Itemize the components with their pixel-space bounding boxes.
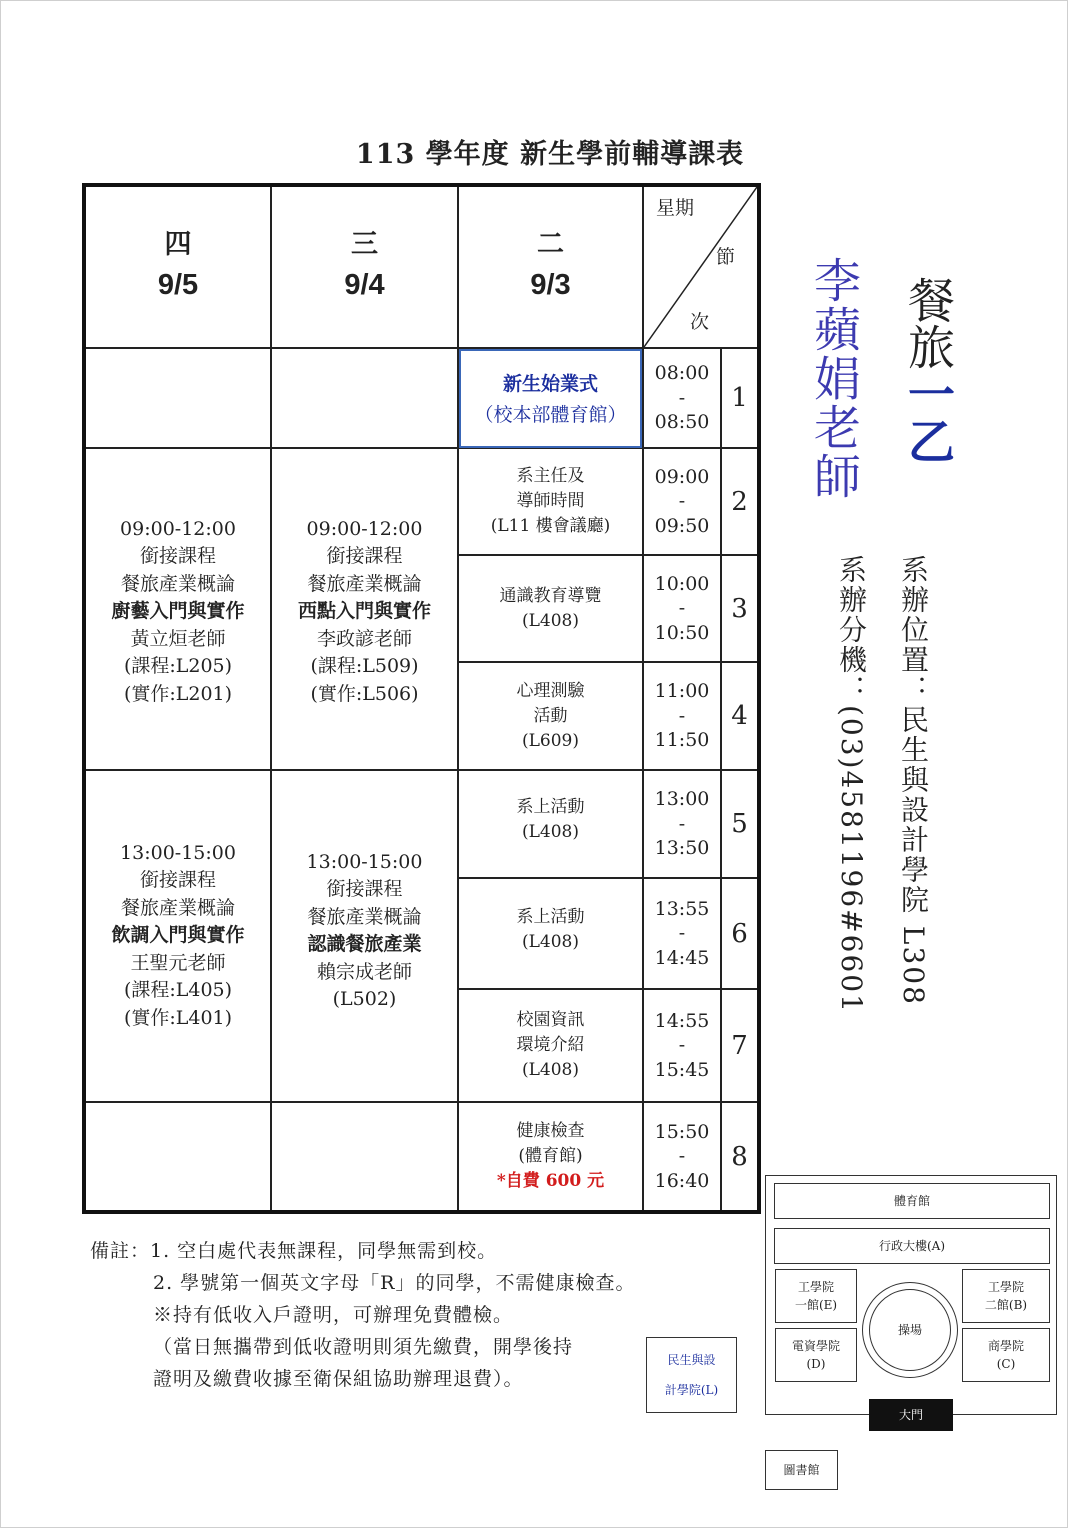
class-section: 一乙 <box>900 370 955 464</box>
map-label: 一館(E) <box>794 1298 838 1312</box>
course-teacher: 王聖元老師 <box>130 951 226 974</box>
map-eng-building-1 <box>775 1269 857 1323</box>
map-label: (C) <box>996 1357 1016 1371</box>
time-start: 11:00 <box>654 680 710 703</box>
page-title: 113 學年度 新生學前輔導課表 <box>355 139 745 170</box>
map-gym: 體育館 <box>774 1183 1050 1219</box>
map-admin-building: 行政大樓(A) <box>774 1228 1050 1264</box>
map-eecs-college <box>775 1328 857 1382</box>
time-start: 13:55 <box>654 897 710 920</box>
office-location: 系辦位置：民生與設計學院 L308 <box>897 555 930 1006</box>
period-time <box>644 663 720 769</box>
event-line: (L408) <box>521 822 579 842</box>
class-name <box>898 276 956 464</box>
period-number: 8 <box>731 1141 748 1172</box>
period-time <box>644 1103 720 1210</box>
course-room: (課程:L205) <box>123 655 233 678</box>
opening-place: （校本部體育館） <box>474 403 627 426</box>
practice-room: (實作:L506) <box>310 682 419 705</box>
event-line: (L408) <box>521 931 579 952</box>
map-label: 計學院(L) <box>664 1383 719 1397</box>
course-title: 西點入門與實作 <box>297 600 431 623</box>
event-line: (L609) <box>521 730 579 751</box>
practice-room: (實作:L401) <box>123 1006 233 1029</box>
event-line: 校園資訊 <box>516 1010 585 1030</box>
period-time <box>644 771 720 877</box>
time-start: 14:55 <box>654 1009 710 1032</box>
tue-period-2-event <box>459 449 642 554</box>
course-teacher: 黃立烜老師 <box>130 627 226 650</box>
event-line: (L11 樓會議廳) <box>490 516 611 536</box>
day-name: 三 <box>351 229 378 260</box>
practice-room: (實作:L201) <box>123 682 233 705</box>
course-time: 13:00-15:00 <box>306 850 423 873</box>
period-time <box>644 556 720 661</box>
period-number: 7 <box>731 1030 748 1061</box>
course-subject: 餐旅產業概論 <box>120 896 235 919</box>
map-label: 民生與設 <box>667 1353 716 1367</box>
course-title: 認識餐旅產業 <box>307 933 422 955</box>
course-time: 09:00-12:00 <box>306 517 423 540</box>
time-dash: - <box>678 704 686 727</box>
tue-period-7-event <box>459 990 642 1101</box>
time-end: 15:45 <box>654 1058 710 1081</box>
time-start: 15:50 <box>654 1120 710 1143</box>
course-type: 銜接課程 <box>139 545 216 568</box>
map-field: 操場 <box>869 1289 951 1371</box>
course-room: (課程:L509) <box>310 655 419 678</box>
note-line: ※持有低收入戶證明，可辦理免費體檢。 <box>153 1304 514 1326</box>
event-line: 心理測驗 <box>516 680 585 701</box>
course-type: 銜接課程 <box>139 869 216 892</box>
time-end: 11:50 <box>654 729 710 752</box>
time-end: 10:50 <box>654 621 710 644</box>
map-design-college <box>646 1337 737 1413</box>
course-subject: 餐旅產業概論 <box>120 572 235 595</box>
period-time <box>644 349 720 447</box>
course-time: 09:00-12:00 <box>120 517 236 540</box>
period-number: 2 <box>731 486 748 517</box>
time-start: 08:00 <box>654 362 710 385</box>
time-end: 08:50 <box>654 411 710 434</box>
map-label: 工學院 <box>987 1280 1024 1294</box>
time-end: 09:50 <box>654 514 710 537</box>
time-start: 13:00 <box>654 788 710 811</box>
day-date: 9/5 <box>157 269 199 301</box>
corner-label-period: 節 <box>716 246 736 268</box>
period-number: 6 <box>731 918 748 949</box>
wed-afternoon-course <box>272 771 457 1101</box>
map-label: 工學院 <box>797 1280 834 1294</box>
time-dash: - <box>678 922 686 945</box>
homeroom-teacher: 李蘋娟老師 <box>806 256 861 501</box>
tue-period-4-event <box>459 663 642 769</box>
course-subject: 餐旅產業概論 <box>307 572 422 595</box>
event-line: (L408) <box>521 610 579 631</box>
event-line: 系上活動 <box>516 797 585 817</box>
event-line: 系主任及 <box>516 466 585 486</box>
period-number: 5 <box>731 809 748 839</box>
tue-period-8-event <box>459 1103 642 1210</box>
course-teacher: 李政諺老師 <box>316 627 412 650</box>
time-dash: - <box>678 386 686 409</box>
day-header-thu <box>86 187 270 347</box>
event-line: 健康檢查 <box>516 1121 585 1141</box>
day-name: 四 <box>164 229 192 260</box>
course-title: 飲調入門與實作 <box>111 924 245 947</box>
time-end: 16:40 <box>654 1169 710 1192</box>
day-header-tue <box>459 187 642 347</box>
opening-title: 新生始業式 <box>502 372 598 395</box>
day-date: 9/3 <box>530 269 571 301</box>
map-business-college <box>962 1328 1050 1382</box>
time-dash: - <box>678 490 686 513</box>
time-dash: - <box>678 812 686 835</box>
time-dash: - <box>678 1145 686 1168</box>
event-line: 導師時間 <box>516 491 585 511</box>
corner-label-order: 次 <box>690 311 710 333</box>
time-dash: - <box>678 1034 686 1057</box>
event-line: (體育館) <box>518 1146 583 1166</box>
map-label: 電資學院 <box>791 1339 840 1353</box>
time-end: 14:45 <box>654 946 710 969</box>
period-number: 1 <box>731 383 748 413</box>
note-line: 證明及繳費收據至衛保組協助辦理退費）。 <box>153 1368 524 1390</box>
map-label: (D) <box>806 1357 826 1371</box>
wed-morning-course <box>272 449 457 769</box>
event-line: 環境介紹 <box>516 1035 585 1055</box>
map-main-gate: 大門 <box>869 1399 953 1431</box>
note-line: 2. 學號第一個英文字母「R」的同學，不需健康檢查。 <box>153 1272 636 1294</box>
day-date: 9/4 <box>344 269 385 301</box>
day-header-wed <box>272 187 457 347</box>
event-line: (L408) <box>521 1060 579 1080</box>
event-line: 活動 <box>533 705 568 726</box>
period-time <box>644 449 720 554</box>
period-time <box>644 879 720 988</box>
period-number: 4 <box>731 701 748 731</box>
day-name: 二 <box>537 229 564 260</box>
course-title: 廚藝入門與實作 <box>111 600 245 623</box>
class-prefix: 餐旅 <box>900 276 955 370</box>
map-label: 商學院 <box>987 1339 1024 1353</box>
note-line: 備註：1. 空白處代表無課程，同學無需到校。 <box>90 1240 498 1262</box>
notes <box>90 1235 635 1395</box>
event-line: 系上活動 <box>516 906 585 927</box>
tue-period-3-event <box>459 556 642 661</box>
course-time: 13:00-15:00 <box>120 841 236 864</box>
health-check-fee: *自費 600 元 <box>496 1171 605 1191</box>
map-eng-building-2 <box>962 1269 1050 1323</box>
course-room: (課程:L405) <box>123 979 233 1002</box>
course-type: 銜接課程 <box>326 545 403 568</box>
course-type: 銜接課程 <box>326 878 403 900</box>
map-label: 二館(B) <box>984 1298 1028 1312</box>
tue-period-6-event <box>459 879 642 988</box>
corner-label-week: 星期 <box>656 197 695 219</box>
office-extension: 系辦分機：(03)4581196#6601 <box>835 555 868 1014</box>
course-teacher: 賴宗成老師 <box>316 960 412 983</box>
note-line: （當日無攜帶到低收證明則須先繳費，開學後持 <box>153 1336 574 1358</box>
period-number: 3 <box>731 593 748 624</box>
time-start: 09:00 <box>654 465 710 488</box>
thu-morning-course <box>86 449 270 769</box>
event-line: 通識教育導覽 <box>499 585 602 606</box>
course-subject: 餐旅產業概論 <box>307 905 422 928</box>
thu-afternoon-course <box>86 771 270 1101</box>
course-room: (L502) <box>332 988 397 1010</box>
tue-period-5-event <box>459 771 642 877</box>
time-start: 10:00 <box>654 572 710 595</box>
period-time <box>644 990 720 1101</box>
time-dash: - <box>678 597 686 620</box>
map-library: 圖書館 <box>765 1450 838 1490</box>
opening-ceremony <box>459 349 642 448</box>
time-end: 13:50 <box>654 837 710 860</box>
